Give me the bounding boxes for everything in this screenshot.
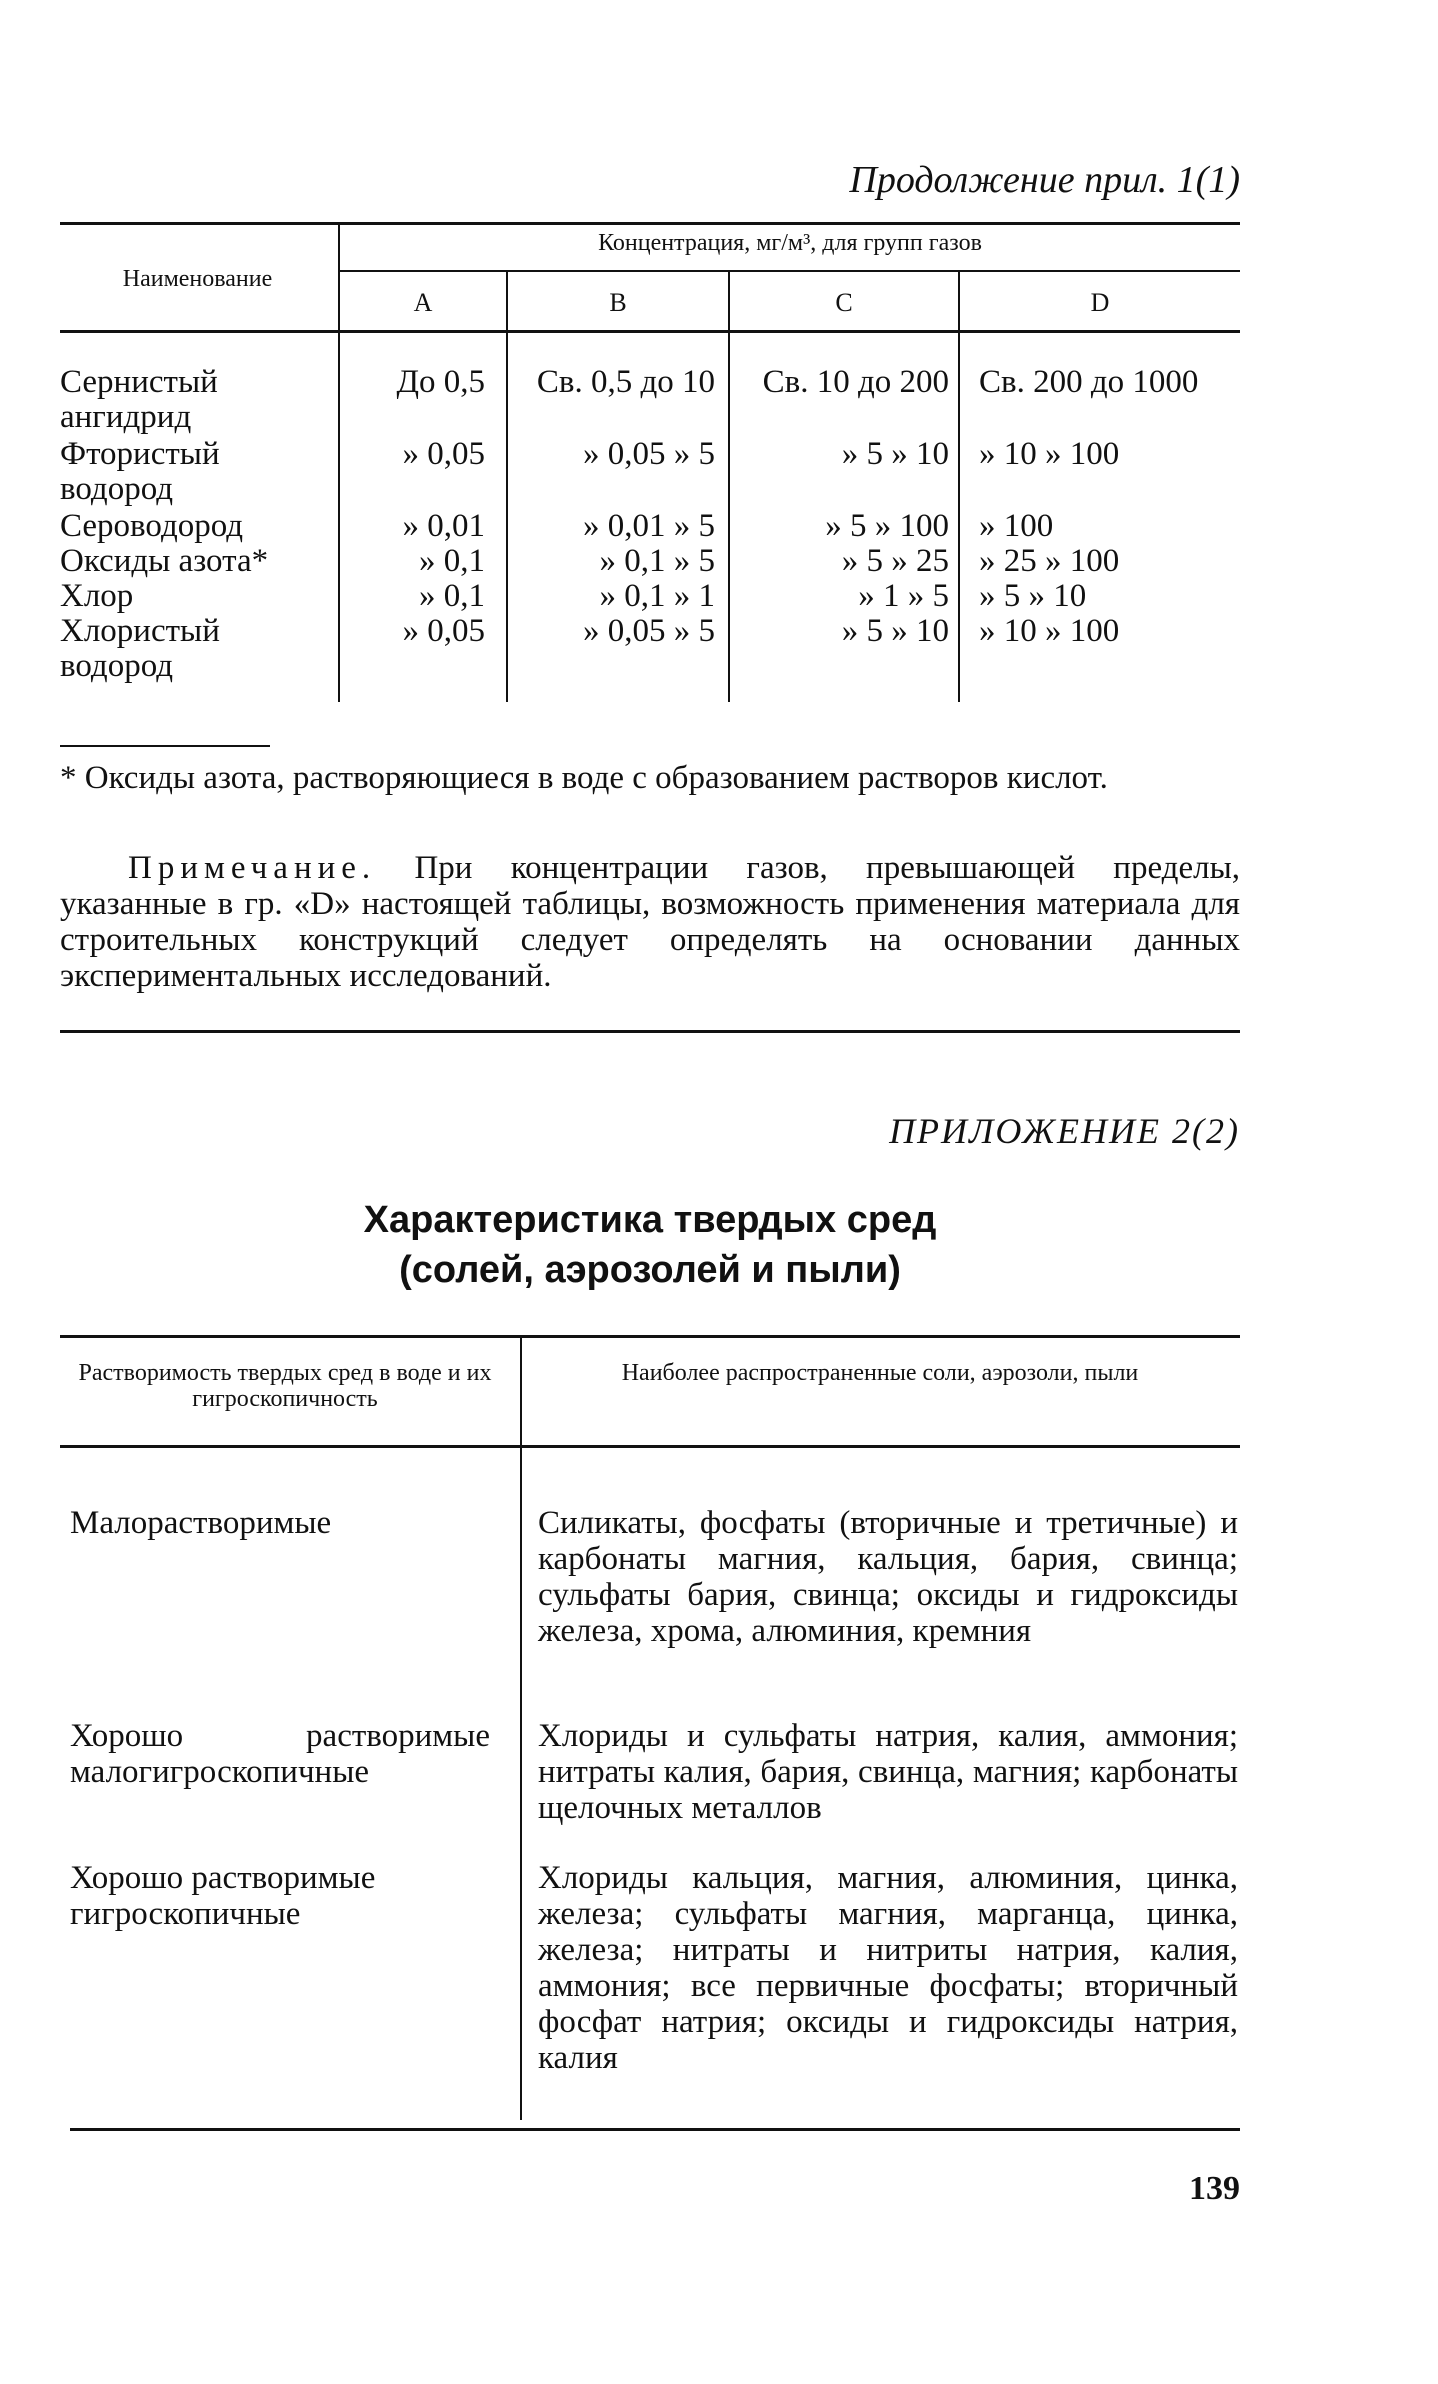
cell-group-c: » 5 » 10 xyxy=(841,613,949,649)
section-separator-rule xyxy=(60,1030,1240,1033)
table-row xyxy=(60,544,1239,579)
table2-row2-solubility: Хорошо растворимые малогигроскопичные xyxy=(70,1718,490,1790)
row-name: Фтористый водород xyxy=(60,436,220,507)
row-name: Оксиды азота* xyxy=(60,543,269,579)
cell-group-c: » 1 » 5 xyxy=(858,578,949,614)
table-row xyxy=(60,365,1239,437)
table-row xyxy=(60,509,1239,544)
cell-group-b: » 0,1 » 1 xyxy=(599,578,715,614)
table2-bottom-rule xyxy=(70,2128,1240,2131)
cell-group-b: » 0,01 » 5 xyxy=(583,508,715,544)
note-text: При концентрации газов, превышающей пределы, указанные в гр. «D» настоящей таблицы, возможность применения материала для строительных конструкций следует определять на основании данных экспериментальных исследований. xyxy=(60,850,1240,994)
cell-group-b: Св. 0,5 до 10 xyxy=(536,364,715,400)
cell-group-d: » 5 » 10 xyxy=(979,578,1087,614)
table1-group-a: A xyxy=(413,288,433,317)
appendix2-title xyxy=(60,1195,1240,1295)
page-number: 139 xyxy=(1189,2170,1240,2207)
footnote: * Оксиды азота, растворяющиеся в воде с образованием растворов кислот. xyxy=(60,760,1108,796)
appendix2-label: ПРИЛОЖЕНИЕ 2(2) xyxy=(889,1111,1240,1151)
appendix2-title-line2: (солей, аэрозолей и пыли) xyxy=(399,1249,901,1291)
cell-group-a: » 0,1 xyxy=(419,543,485,579)
table1-group-d: D xyxy=(1090,288,1110,317)
row-name: Хлористый водород xyxy=(60,613,220,684)
cell-group-d: » 10 » 100 xyxy=(979,436,1120,472)
table1-header-concentration: Концентрация, мг/м³, для групп газов xyxy=(598,230,982,256)
cell-group-b: » 0,05 » 5 xyxy=(583,613,715,649)
cell-group-d: » 25 » 100 xyxy=(979,543,1120,579)
cell-group-c: » 5 » 25 xyxy=(841,543,949,579)
cell-group-d: Св. 200 до 1000 xyxy=(979,364,1199,400)
note-paragraph xyxy=(60,850,1240,994)
appendix2-title-line1: Характеристика твердых сред xyxy=(363,1199,937,1241)
continuation-title: Продолжение прил. 1(1) xyxy=(849,159,1240,201)
table2-row3-solubility: Хорошо растворимые гигроскопичные xyxy=(70,1860,376,1932)
table2-row2-examples: Хлориды и сульфаты натрия, калия, аммония; нитраты калия, бария, свинца, магния; карбонаты щелочных металлов xyxy=(538,1718,1238,1826)
cell-group-b: » 0,05 » 5 xyxy=(583,436,715,472)
table2-row1-examples: Силикаты, фосфаты (вторичные и третичные) и карбонаты магния, кальция, бария, свинца; сульфаты бария, свинца; оксиды и гидроксиды железа, хрома, алюминия, кремния xyxy=(538,1505,1238,1649)
row-name: Сернистый ангидрид xyxy=(60,364,218,435)
table2-row1-solubility: Малорастворимые xyxy=(70,1505,332,1541)
table-row xyxy=(60,614,1239,686)
table1-top-rule xyxy=(60,222,1240,225)
table2-header-bottom-rule xyxy=(60,1445,1240,1448)
cell-group-d: » 100 xyxy=(979,508,1054,544)
table2-header-examples: Наиболее распространенные соли, аэрозоли, пыли xyxy=(621,1360,1139,1386)
table1-group-c: C xyxy=(835,288,853,317)
table-row xyxy=(60,579,1239,614)
row-name: Хлор xyxy=(60,578,134,614)
table2-row3-examples: Хлориды кальция, магния, алюминия, цинка, железа; сульфаты магния, марганца, цинка, железа; нитраты и нитриты натрия, калия, аммония; все первичные фосфаты; вторичный фосфат натрия; оксиды и гидроксиды натрия, калия xyxy=(538,1860,1238,2076)
table1-group-b: B xyxy=(609,288,627,317)
cell-group-a: » 0,1 xyxy=(419,578,485,614)
cell-group-b: » 0,1 » 5 xyxy=(599,543,715,579)
table2-header-solubility: Растворимость твердых сред в воде и их гигроскопичность xyxy=(78,1360,492,1412)
table-row xyxy=(60,437,1239,509)
footnote-rule xyxy=(60,745,270,747)
cell-group-c: Св. 10 до 200 xyxy=(762,364,949,400)
cell-group-c: » 5 » 100 xyxy=(825,508,949,544)
cell-group-a: » 0,05 xyxy=(402,436,485,472)
table1-group-rule xyxy=(340,270,1240,272)
cell-group-a: До 0,5 xyxy=(396,364,485,400)
table2-top-rule xyxy=(60,1335,1240,1338)
cell-group-c: » 5 » 10 xyxy=(841,436,949,472)
table1-header-bottom-rule xyxy=(60,330,1240,333)
row-name: Сероводород xyxy=(60,508,244,544)
table1-header-name: Наименование xyxy=(122,266,273,292)
cell-group-d: » 10 » 100 xyxy=(979,613,1120,649)
gas-concentration-table xyxy=(60,365,1239,686)
cell-group-a: » 0,01 xyxy=(402,508,485,544)
cell-group-a: » 0,05 xyxy=(402,613,485,649)
table2-divider xyxy=(520,1335,522,2120)
note-label: Примечание. xyxy=(128,850,377,886)
